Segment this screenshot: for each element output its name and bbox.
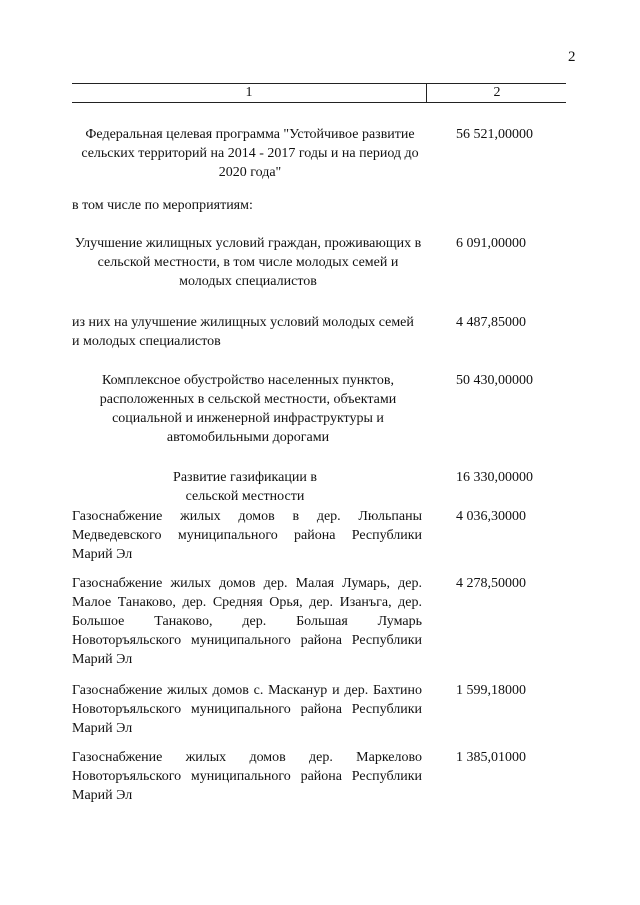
row-description: Развитие газификации в сельской местности [173, 470, 317, 504]
page-number: 2 [568, 49, 576, 65]
header-col-1: 1 [245, 85, 253, 100]
header-col-2: 2 [493, 85, 501, 100]
row-value: 6 091,00000 [456, 236, 526, 251]
row-value: 50 430,00000 [456, 373, 533, 388]
row-description: Газоснабжение жилых домов дер. Малая Лумарь, дер. Малое Танаково, дер. Средняя Орья, дер. Изанъга, дер. Большое Танаково, дер. Большая Лумарь Новоторъяльского муниципального района Республики Марий Эл [72, 576, 422, 667]
row-value: 16 330,00000 [456, 470, 533, 485]
row-description: Газоснабжение жилых домов дер. Маркелово Новоторъяльского муниципального района Республики Марий Эл [72, 750, 422, 803]
row-description: Газоснабжение жилых домов с. Масканур и дер. Бахтино Новоторъяльского муниципального района Республики Марий Эл [72, 683, 422, 736]
row-value: 1 599,18000 [456, 683, 526, 698]
row-value: 56 521,00000 [456, 127, 533, 142]
row-description: в том числе по мероприятиям: [72, 198, 253, 213]
row-description: Улучшение жилищных условий граждан, проживающих в сельской местности, в том числе молодых семей и молодых специалистов [74, 236, 422, 289]
row-description: Федеральная целевая программа "Устойчивое развитие сельских территорий на 2014 - 2017 годы и на период до 2020 года" [81, 127, 419, 180]
row-description: Комплексное обустройство населенных пунктов, расположенных в сельской местности, объектами социальной и инженерной инфраструктуры и автомобильными дорогами [99, 373, 397, 445]
row-value: 4 036,30000 [456, 509, 526, 524]
header-column-divider [426, 83, 427, 102]
row-value: 4 278,50000 [456, 576, 526, 591]
header-top-rule [72, 83, 566, 84]
header-bottom-rule [72, 102, 566, 103]
row-value: 1 385,01000 [456, 750, 526, 765]
row-value: 4 487,85000 [456, 315, 526, 330]
row-description: Газоснабжение жилых домов в дер. Люльпаны Медведевского муниципального района Республики Марий Эл [72, 509, 422, 562]
row-description: из них на улучшение жилищных условий молодых семей и молодых специалистов [72, 315, 414, 349]
